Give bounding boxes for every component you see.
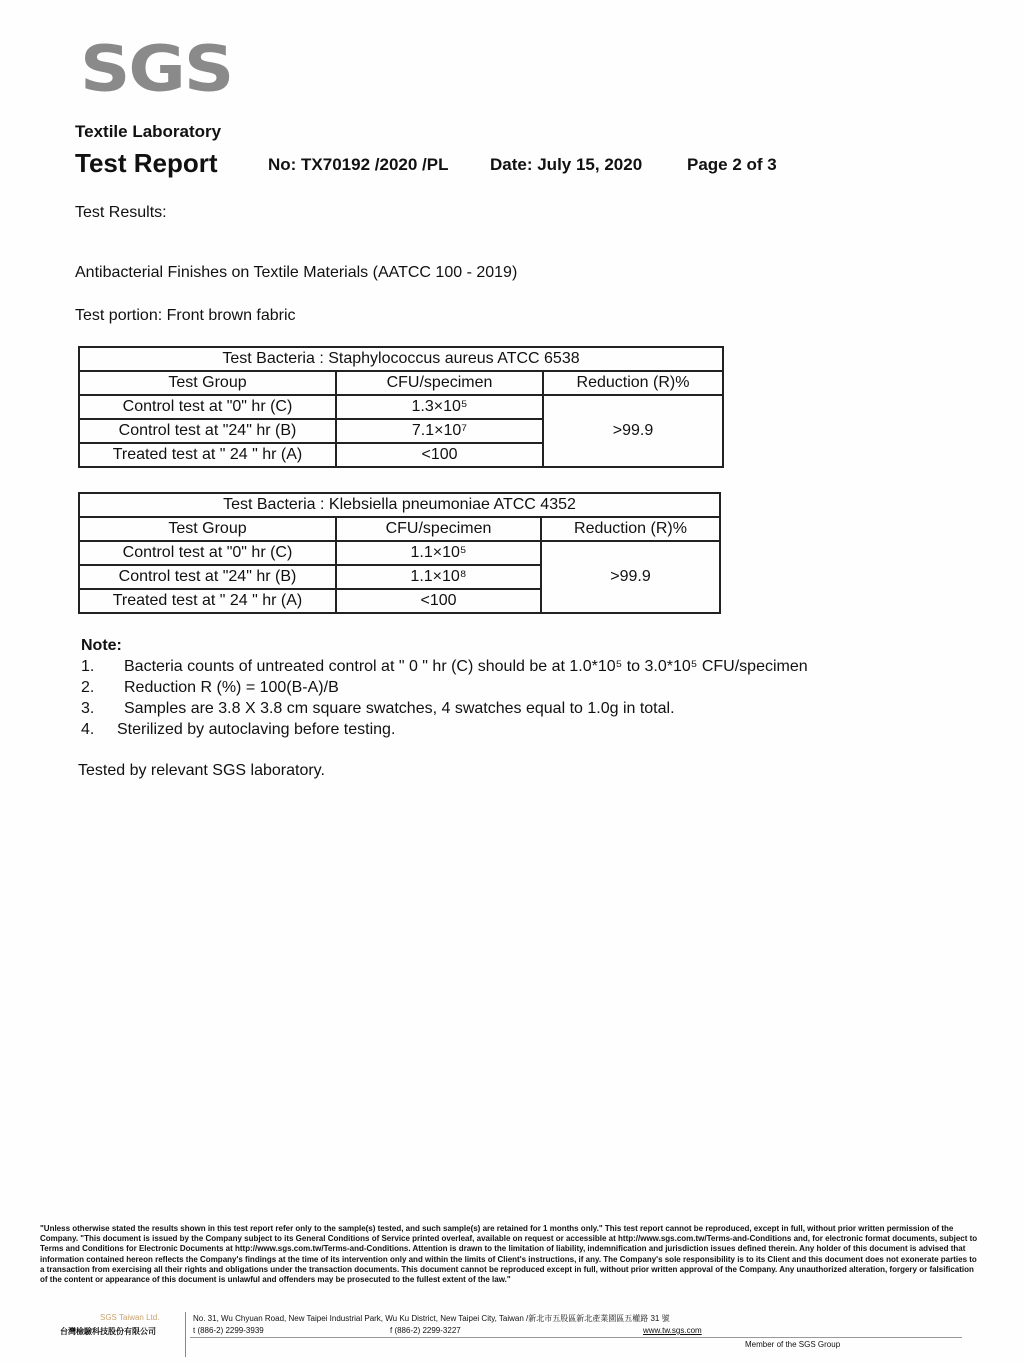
results-heading: Test Results: xyxy=(75,204,167,221)
tested-by: Tested by relevant SGS laboratory. xyxy=(78,762,325,779)
address: No. 31, Wu Chyuan Road, New Taipei Industrial Park, Wu Ku District, New Taipei City, Taiwan /新北市五股區新北產業園區五權路 31 號 xyxy=(193,1314,670,1323)
company-name: SGS Taiwan Ltd. xyxy=(100,1313,160,1322)
note-item xyxy=(81,679,808,700)
cell: Control test at "24" hr (B) xyxy=(79,419,336,443)
cell: 1.1×10⁸ xyxy=(336,565,541,589)
notes-title: Note: xyxy=(81,637,122,654)
note-text: Reduction R (%) = 100(B-A)/B xyxy=(124,679,339,696)
divider xyxy=(185,1312,186,1357)
note-number: 3. xyxy=(81,700,95,717)
table-title: Test Bacteria : Staphylococcus aureus ATCC 6538 xyxy=(79,347,723,371)
note-number: 2. xyxy=(81,679,95,696)
cell: Treated test at " 24 " hr (A) xyxy=(79,589,336,613)
cell: Control test at "0" hr (C) xyxy=(79,395,336,419)
member-text: Member of the SGS Group xyxy=(745,1340,841,1349)
report-title: Test Report xyxy=(75,148,218,178)
note-text: Samples are 3.8 X 3.8 cm square swatches, 4 swatches equal to 1.0g in total. xyxy=(124,700,675,717)
results-table-staph xyxy=(78,346,724,468)
telephone: t (886-2) 2299-3939 xyxy=(193,1326,264,1335)
column-header: Test Group xyxy=(79,371,336,395)
note-item xyxy=(81,721,808,742)
cell: Control test at "24" hr (B) xyxy=(79,565,336,589)
column-header: CFU/specimen xyxy=(336,371,543,395)
table-row xyxy=(79,541,720,565)
footer-rule xyxy=(190,1337,962,1338)
column-header: Reduction (R)% xyxy=(541,517,720,541)
table-title: Test Bacteria : Klebsiella pneumoniae ATCC 4352 xyxy=(79,493,720,517)
company-name-zh: 台灣檢驗科技股份有限公司 xyxy=(60,1327,156,1336)
results-table-klebsiella xyxy=(78,492,721,614)
website-link[interactable]: www.tw.sgs.com xyxy=(643,1326,702,1335)
cell: 1.1×10⁵ xyxy=(336,541,541,565)
note-number: 4. xyxy=(81,721,95,738)
column-header: Reduction (R)% xyxy=(543,371,723,395)
cell: Control test at "0" hr (C) xyxy=(79,541,336,565)
cell: <100 xyxy=(336,443,543,467)
test-portion: Test portion: Front brown fabric xyxy=(75,307,296,324)
report-number: No: TX70192 /2020 /PL xyxy=(268,155,449,174)
note-item xyxy=(81,658,808,679)
page-number: Page 2 of 3 xyxy=(687,155,777,174)
report-date: Date: July 15, 2020 xyxy=(490,155,643,174)
reduction-value: >99.9 xyxy=(541,541,720,613)
note-text: Bacteria counts of untreated control at " 0 " hr (C) should be at 1.0*10⁵ to 3.0*10⁵ CFU/specimen xyxy=(124,658,808,675)
cell: Treated test at " 24 " hr (A) xyxy=(79,443,336,467)
cell: 7.1×10⁷ xyxy=(336,419,543,443)
notes xyxy=(81,637,808,742)
sgs-logo: SGS xyxy=(80,32,233,106)
cell: 1.3×10⁵ xyxy=(336,395,543,419)
note-number: 1. xyxy=(81,658,95,675)
reduction-value: >99.9 xyxy=(543,395,723,467)
note-item xyxy=(81,700,808,721)
cell: <100 xyxy=(336,589,541,613)
column-header: Test Group xyxy=(79,517,336,541)
column-header: CFU/specimen xyxy=(336,517,541,541)
fax: f (886-2) 2299-3227 xyxy=(390,1326,461,1335)
table-row xyxy=(79,395,723,419)
disclaimer: "Unless otherwise stated the results shown in this test report refer only to the sample(s) tested, and such sample(s) are retained for 1 months only." This test report cannot be reproduced, except in full, without prior written permission of the Company. "This document is issued by the Company subject to its General Conditions of Service printed overleaf, available on request or accessible at http://www.sgs.com.tw/Terms-and-Conditions and, for electronic format documents, subject to Terms and Conditions for Electronic Documents at http://www.sgs.com.tw/Terms-and-Conditions. Attention is drawn to the limitation of liability, indemnification and jurisdiction issues defined therein. Any holder of this document is advised that information contained hereon reflects the Company's findings at the time of its intervention only and within the limits of Client's instructions, if any. The Company's sole responsibility is to its Client and this document does not exonerate parties to a transaction from exercising all their rights and obligations under the transaction documents. This document cannot be reproduced except in full, without prior written approval of the Company. Any unauthorized alteration, forgery or falsification of the content or appearance of this document is unlawful and offenders may be prosecuted to the fullest extent of the law." xyxy=(40,1224,978,1285)
lab-name: Textile Laboratory xyxy=(75,122,222,141)
test-method: Antibacterial Finishes on Textile Materials (AATCC 100 - 2019) xyxy=(75,264,518,281)
note-text: Sterilized by autoclaving before testing. xyxy=(117,721,396,738)
